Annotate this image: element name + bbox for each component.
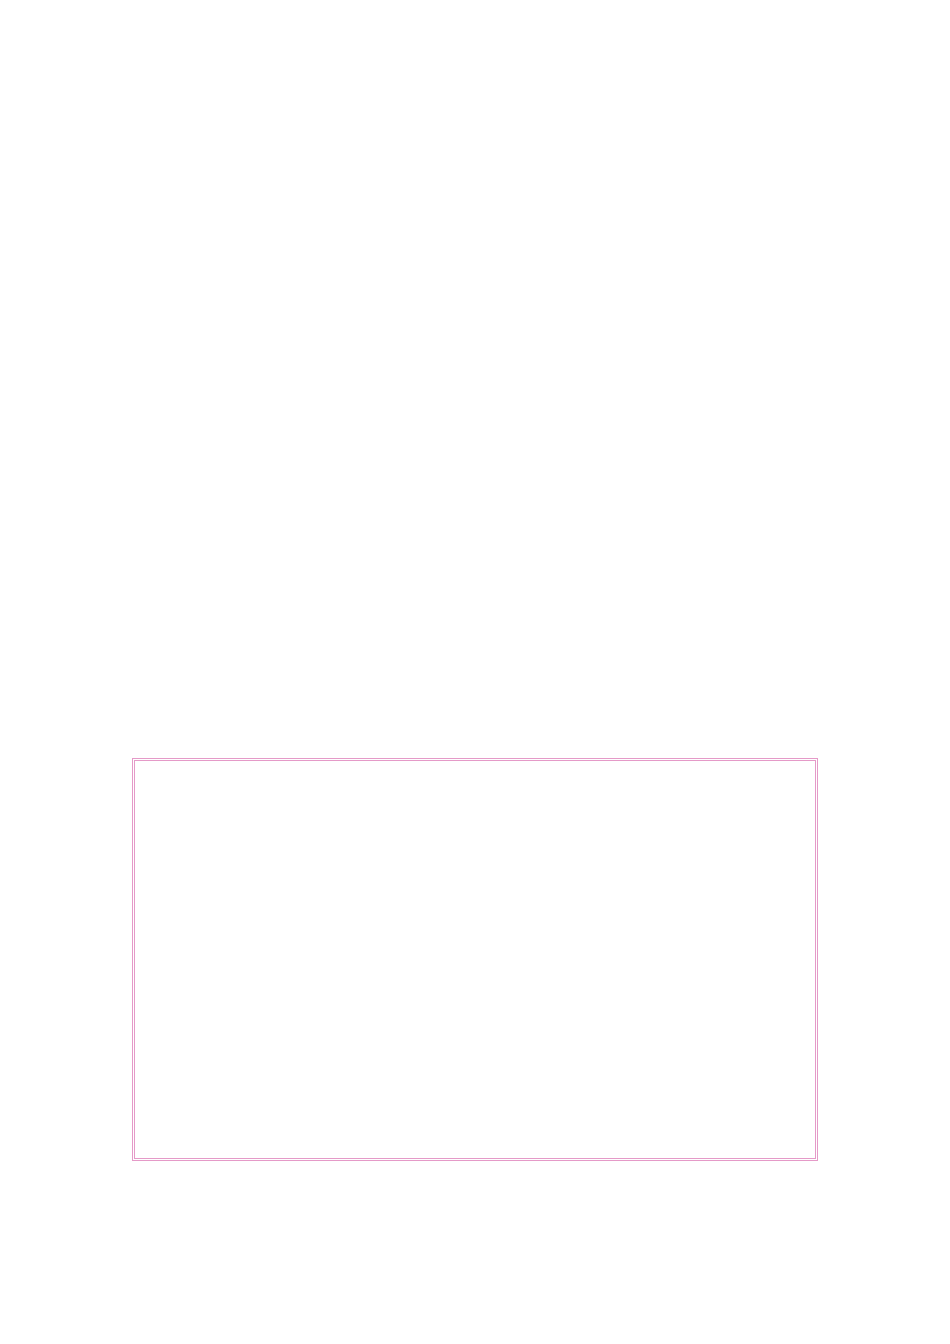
scoring-method-heading <box>100 1187 860 1212</box>
table-meta <box>100 161 860 186</box>
scoring-method-item <box>100 1212 860 1237</box>
score-table-frame <box>132 758 818 1161</box>
method-heading <box>100 111 860 136</box>
document-body <box>100 86 860 186</box>
footer-section <box>100 1187 860 1237</box>
table-heading <box>100 136 860 161</box>
